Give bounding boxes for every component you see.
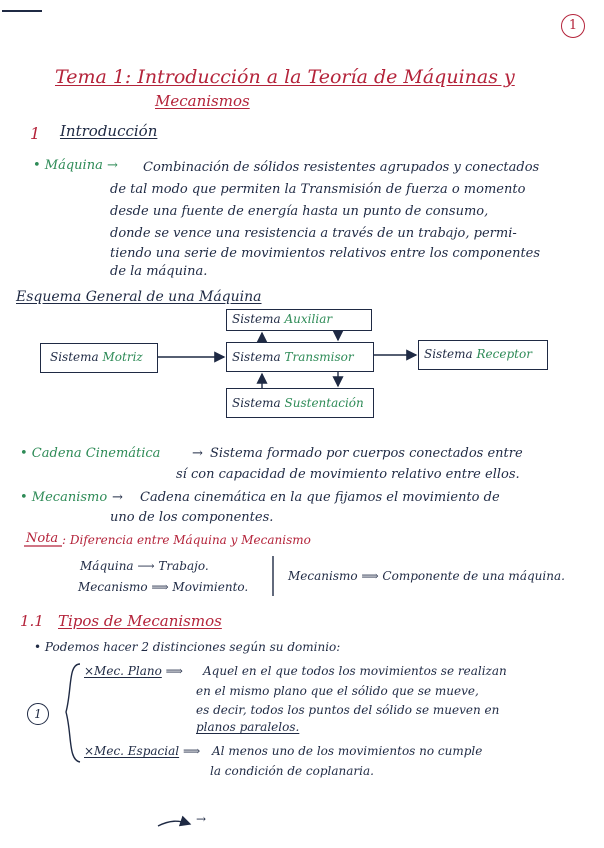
plano-line-3: es decir, todos los puntos del sólido se mueven en bbox=[196, 703, 500, 717]
cadena-arrow: → bbox=[192, 446, 203, 461]
section-11-heading: Tipos de Mecanismos bbox=[58, 612, 222, 630]
espacial-term: ×Mec. Espacial ⟹ bbox=[84, 744, 201, 758]
nota-text: : Diferencia entre Máquina y Mecanismo bbox=[62, 533, 311, 547]
mecanismo-line-2: uno de los componentes. bbox=[110, 510, 274, 525]
espacial-line-1: Al menos uno de los movimientos no cumple bbox=[212, 744, 483, 758]
bottom-arrow-shape bbox=[158, 821, 190, 826]
sistema-transmisor-label: Sistema Transmisor bbox=[232, 350, 354, 364]
cadena-line-1: Sistema formado por cuerpos conectados entre bbox=[210, 446, 523, 461]
sistema-receptor-label: Sistema Receptor bbox=[424, 347, 532, 361]
section-1-heading: Introducción bbox=[60, 122, 158, 140]
maquina-line-4: donde se vence una resistencia a través de un trabajo, permi- bbox=[110, 226, 517, 241]
maquina-line-5: tiendo una serie de movimientos relativos entre los componentes bbox=[110, 246, 541, 261]
top-left-mark bbox=[2, 10, 42, 12]
maquina-label: • Máquina → bbox=[33, 158, 118, 173]
distinciones-text: • Podemos hacer 2 distinciones según su dominio: bbox=[34, 640, 341, 654]
cadena-term: • Cadena Cinemática bbox=[20, 446, 161, 461]
nota-label: Nota bbox=[26, 531, 59, 546]
sistema-motriz-label: Sistema Motriz bbox=[50, 350, 143, 364]
section-11-number: 1.1 bbox=[20, 612, 44, 630]
circled-number: 1 bbox=[27, 703, 49, 725]
plano-line-4: planos paralelos. bbox=[196, 720, 300, 734]
section-1-number: 1 bbox=[30, 124, 41, 143]
plano-line-1: Aquel en el que todos los movimientos se realizan bbox=[203, 664, 507, 678]
maquina-line-2: de tal modo que permiten la Transmisión de fuerza o momento bbox=[110, 182, 526, 197]
maquina-line-3: desde una fuente de energía hasta un punto de consumo, bbox=[110, 204, 489, 219]
nota-row1-left: Máquina ⟶ Trabajo. bbox=[80, 559, 209, 573]
maquina-line-1: Combinación de sólidos resistentes agrupados y conectados bbox=[143, 160, 540, 175]
mecanismo-term: • Mecanismo bbox=[20, 490, 108, 505]
maquina-line-6: de la máquina. bbox=[110, 264, 208, 279]
title-line2: Mecanismos bbox=[155, 92, 250, 110]
esquema-heading: Esquema General de una Máquina bbox=[16, 289, 262, 305]
cadena-line-2: sí con capacidad de movimiento relativo entre ellos. bbox=[176, 467, 520, 482]
nota-row2-left: Mecanismo ⟹ Movimiento. bbox=[78, 580, 249, 594]
mecanismo-line-1: Cadena cinemática en la que fijamos el movimiento de bbox=[140, 490, 500, 505]
mecanismo-arrow: → bbox=[112, 490, 123, 505]
espacial-line-2: la condición de coplanaria. bbox=[210, 764, 374, 778]
plano-term: ×Mec. Plano ⟹ bbox=[84, 664, 183, 678]
brace bbox=[66, 664, 80, 762]
page-number: 1 bbox=[561, 14, 585, 38]
nota-right: Mecanismo ⟹ Componente de una máquina. bbox=[288, 569, 565, 583]
bottom-arrow: → bbox=[196, 812, 207, 826]
sistema-sustentacion-label: Sistema Sustentación bbox=[232, 396, 364, 410]
page-title bbox=[55, 66, 515, 88]
title-line1: Tema 1: Introducción a la Teoría de Máquinas y bbox=[55, 66, 515, 88]
plano-line-2: en el mismo plano que el sólido que se mueve, bbox=[196, 684, 479, 698]
sistema-auxiliar-label: Sistema Auxiliar bbox=[232, 312, 333, 326]
